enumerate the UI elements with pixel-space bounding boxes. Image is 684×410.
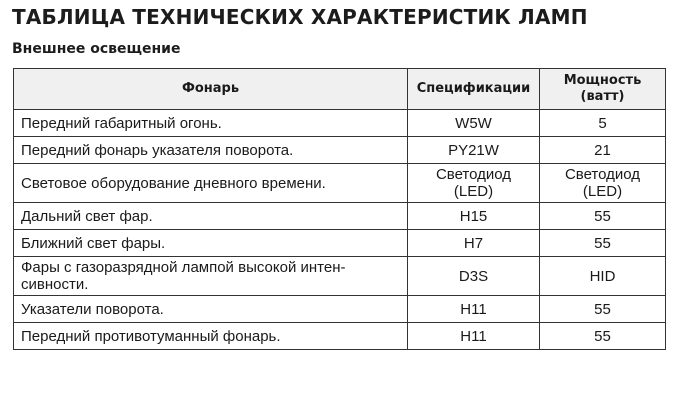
lamp-name: Передний габаритный огонь.: [14, 110, 408, 137]
lamp-name: Дальний свет фар.: [14, 203, 408, 230]
lamp-spec: PY21W: [408, 137, 540, 164]
lamp-name: Световое оборудование дневного времени.: [14, 164, 408, 203]
lamp-name: Ближний свет фары.: [14, 230, 408, 257]
lamp-name: Передний фонарь указателя поворота.: [14, 137, 408, 164]
lamp-name: [14, 257, 408, 296]
table-row: [14, 323, 666, 350]
header-spec: Спецификации: [408, 69, 540, 110]
lamp-name: Указатели поворота.: [14, 296, 408, 323]
table-row: [14, 110, 666, 137]
lamp-spec: H7: [408, 230, 540, 257]
lamp-name-line2: сивности.: [21, 276, 89, 293]
table-header-row: [14, 69, 666, 110]
header-power-line1: Мощность: [563, 73, 642, 88]
lamp-spec: W5W: [408, 110, 540, 137]
section-title: Внешнее освещение: [12, 41, 181, 57]
lamp-power: [540, 164, 666, 203]
lamp-power: HID: [540, 257, 666, 296]
table-row: [14, 164, 666, 203]
table-row: [14, 203, 666, 230]
lamp-power: 55: [540, 230, 666, 257]
lamp-power-line1: Светодиод: [564, 166, 641, 183]
table-row: [14, 257, 666, 296]
lamp-name: Передний противотуманный фонарь.: [14, 323, 408, 350]
lamp-spec-table: [13, 68, 666, 350]
lamp-power: 21: [540, 137, 666, 164]
lamp-spec-line1: Светодиод: [435, 166, 512, 183]
lamp-spec-line2: (LED): [453, 183, 494, 200]
lamp-spec: H11: [408, 323, 540, 350]
lamp-name-line1: Фары с газоразрядной лампой высокой интен-: [21, 259, 346, 276]
lamp-spec: H15: [408, 203, 540, 230]
lamp-spec: H11: [408, 296, 540, 323]
lamp-spec: D3S: [408, 257, 540, 296]
page-title: ТАБЛИЦА ТЕХНИЧЕСКИХ ХАРАКТЕРИСТИК ЛАМП: [12, 5, 588, 29]
table-row: [14, 230, 666, 257]
header-power-line2: (ватт): [580, 89, 625, 104]
header-lamp: Фонарь: [14, 69, 408, 110]
table-row: [14, 137, 666, 164]
lamp-power: 55: [540, 203, 666, 230]
table-row: [14, 296, 666, 323]
header-power: [540, 69, 666, 110]
lamp-power: 55: [540, 296, 666, 323]
lamp-power: 55: [540, 323, 666, 350]
lamp-spec: [408, 164, 540, 203]
lamp-power-line2: (LED): [582, 183, 623, 200]
lamp-power: 5: [540, 110, 666, 137]
